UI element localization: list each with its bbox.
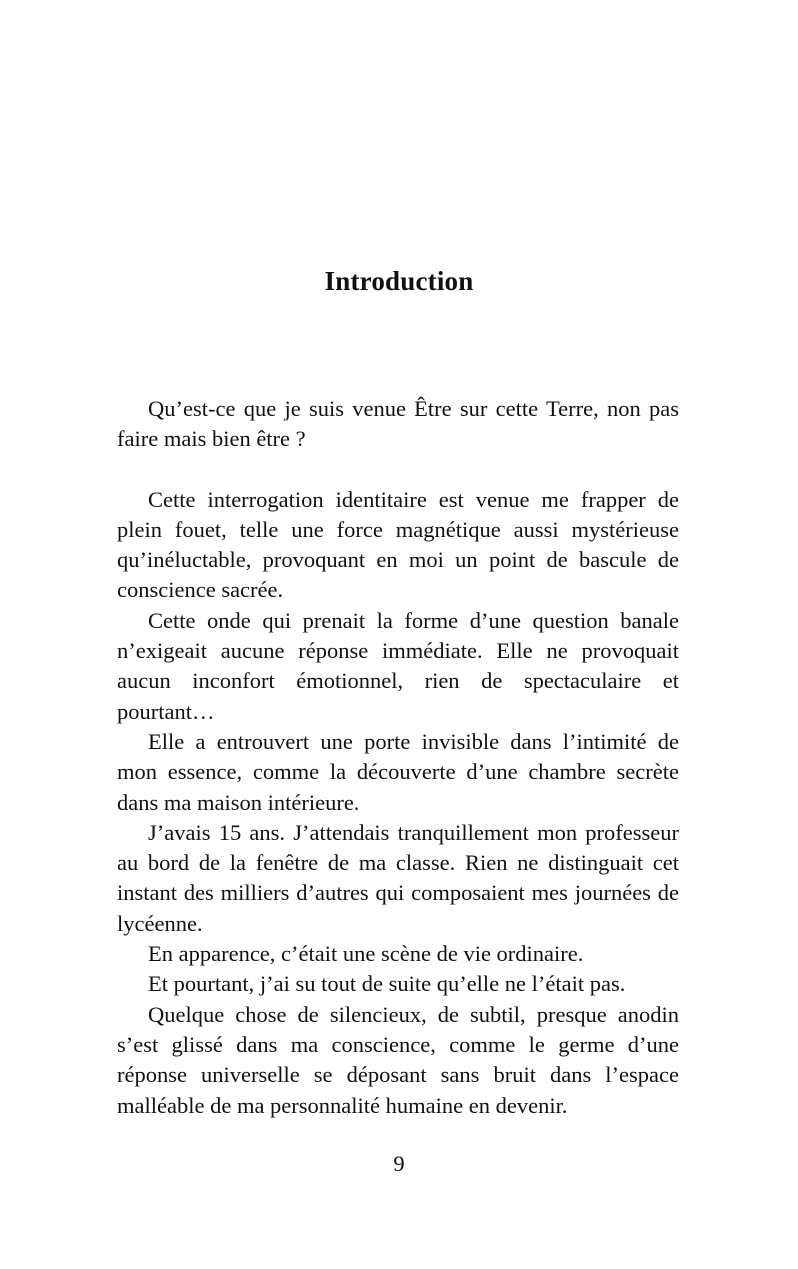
paragraph: Cette interrogation identitaire est venue me frapper de plein fouet, telle une force magnétique aussi mystérieuse qu’inéluctable, provoquant en moi un point de bascule de conscience sacrée.	[117, 486, 679, 603]
paragraph: En apparence, c’était une scène de vie ordinaire.	[148, 941, 584, 967]
paragraph: Qu’est-ce que je suis venue Être sur cette Terre, non pas faire mais bien être ?	[117, 396, 679, 452]
chapter-body	[117, 394, 679, 1121]
paragraph: J’avais 15 ans. J’attendais tranquillement mon professeur au bord de la fenêtre de ma classe. Rien ne distinguait cet instant des milliers d’autres qui composaient mes journées de lycéenne.	[117, 819, 679, 936]
chapter-title: Introduction	[324, 266, 474, 296]
paragraph: Quelque chose de silencieux, de subtil, presque anodin s’est glissé dans ma conscience, comme le germe d’une réponse universelle se déposant sans bruit dans l’espace malléable de ma personnalité humaine en devenir.	[117, 1001, 679, 1118]
page-number: 9	[393, 1151, 405, 1176]
paragraph: Elle a entrouvert une porte invisible dans l’intimité de mon essence, comme la découverte d’une chambre secrète dans ma maison intérieure.	[117, 728, 679, 815]
paragraph: Et pourtant, j’ai su tout de suite qu’elle ne l’était pas.	[148, 971, 626, 997]
paragraph: Cette onde qui prenait la forme d’une question banale n’exigeait aucune réponse immédiate. Elle ne provoquait aucun inconfort émotionnel, rien de spectaculaire et pourtant…	[117, 607, 679, 724]
